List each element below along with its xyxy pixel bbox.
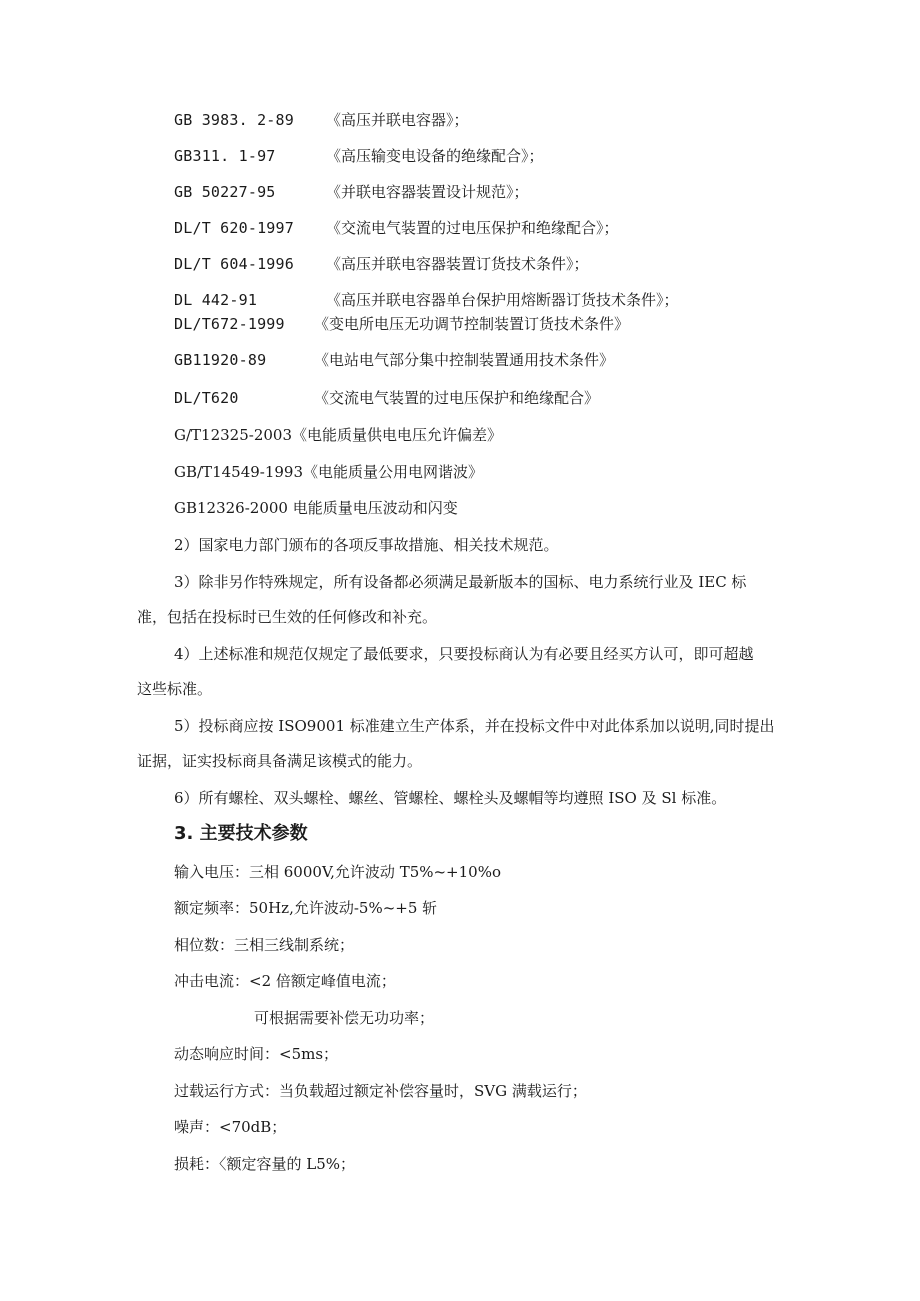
- param-rated-frequency: 额定频率：50Hz,允许波动-5%~+5 斩: [174, 899, 438, 917]
- standard-title: 《并联电容器装置设计规范》；: [326, 183, 529, 201]
- standard-line: G/T12325-2003《电能质量供电电压允许偏差》: [174, 426, 503, 444]
- paragraph-4-line-1: 4）上述标准和规范仅规定了最低要求，只要投标商认为有必要且经买方认可，即可超越: [174, 645, 754, 663]
- standard-code: DL 442-91: [174, 291, 258, 309]
- standard-title: 《变电所电压无功调节控制装置订货技术条件》: [314, 315, 630, 333]
- param-phase-count: 相位数：三相三线制系统；: [174, 936, 355, 954]
- param-overload-mode: 过载运行方式：当负载超过额定补偿容量时，SVG 满载运行；: [174, 1082, 587, 1100]
- standard-title: 《交流电气装置的过电压保护和绝缘配合》: [314, 389, 600, 407]
- standard-code: DL/T 620-1997: [174, 219, 294, 237]
- paragraph-5-line-1: 5）投标商应按 ISO9001 标准建立生产体系，并在投标文件中对此体系加以说明,同时提出: [174, 717, 775, 735]
- param-inrush-current: 冲击电流：<2 倍额定峰值电流；: [174, 972, 396, 990]
- standard-title: 《高压并联电容器》；: [326, 111, 469, 129]
- standard-title: 《交流电气装置的过电压保护和绝缘配合》；: [326, 219, 619, 237]
- param-response-time: 动态响应时间：<5ms；: [174, 1045, 339, 1063]
- paragraph-4-line-2: 这些标准。: [137, 680, 213, 698]
- standard-code: DL/T620: [174, 389, 239, 407]
- standard-line: GB/T14549-1993《电能质量公用电网谐波》: [174, 463, 484, 481]
- standard-code: GB311. 1-97: [174, 147, 276, 165]
- standard-title: 《电站电气部分集中控制装置通用技术条件》: [314, 351, 615, 369]
- standard-code: GB 50227-95: [174, 183, 276, 201]
- param-reactive-compensation: 可根据需要补偿无功功率；: [254, 1009, 435, 1027]
- param-noise: 噪声：<70dB；: [174, 1118, 287, 1136]
- standard-title: 《高压并联电容器单台保护用熔断器订货技术条件》；: [326, 291, 679, 309]
- paragraph-2: 2）国家电力部门颁布的各项反事故措施、相关技术规范。: [174, 536, 559, 554]
- paragraph-6: 6）所有螺栓、双头螺栓、螺丝、管螺栓、螺栓头及螺帽等均遵照 ISO 及 Sl 标准。: [174, 789, 727, 807]
- standard-code: DL/T 604-1996: [174, 255, 294, 273]
- paragraph-3-line-2: 准，包括在投标时已生效的任何修改和补充。: [137, 608, 438, 626]
- param-input-voltage: 输入电压：三相 6000V,允许波动 T5%~+10%o: [174, 863, 501, 881]
- param-loss: 损耗：〈额定容量的 L5%；: [174, 1155, 356, 1173]
- section-heading: 3. 主要技术参数: [174, 823, 308, 844]
- standard-title: 《高压并联电容器装置订货技术条件》；: [326, 255, 589, 273]
- standard-code: DL/T672-1999: [174, 315, 285, 333]
- paragraph-5-line-2: 证据，证实投标商具备满足该模式的能力。: [137, 752, 423, 770]
- standard-code: GB 3983. 2-89: [174, 111, 294, 129]
- standard-line: GB12326-2000 电能质量电压波动和闪变: [174, 499, 458, 517]
- standard-title: 《高压输变电设备的绝缘配合》；: [326, 147, 544, 165]
- paragraph-3-line-1: 3）除非另作特殊规定，所有设备都必须满足最新版本的国标、电力系统行业及 IEC 标: [174, 573, 747, 591]
- standard-code: GB11920-89: [174, 351, 267, 369]
